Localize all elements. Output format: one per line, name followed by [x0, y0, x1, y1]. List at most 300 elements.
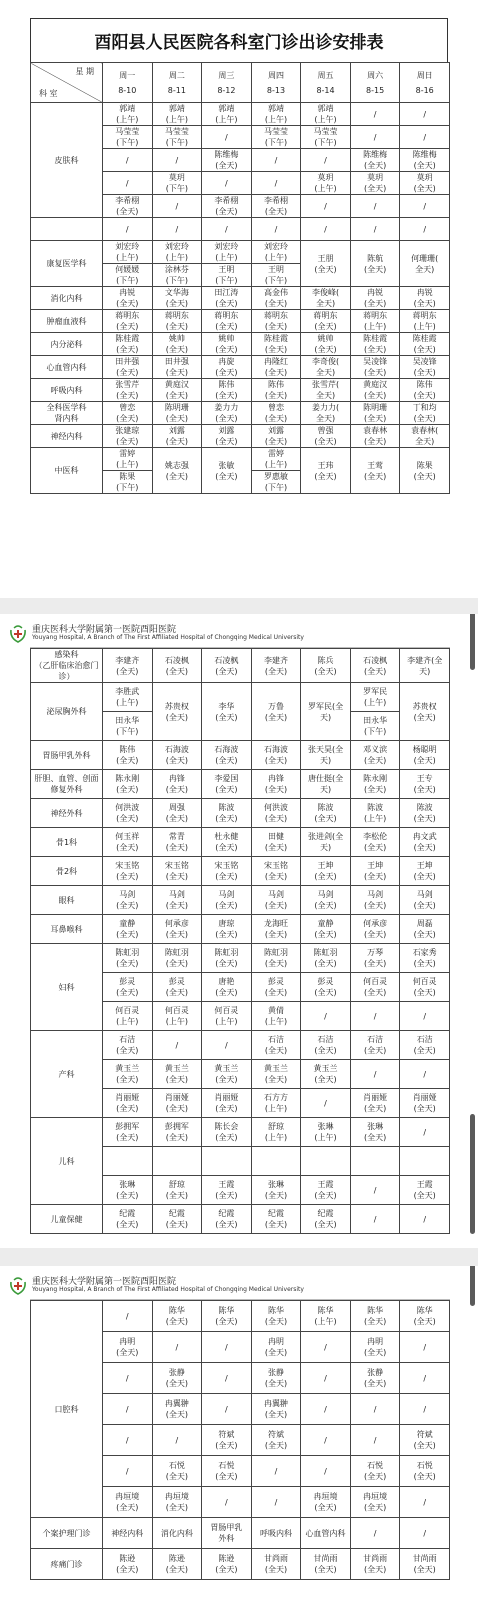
schedule-cell: 石凌枫 (全天): [152, 649, 202, 683]
schedule-cell: 姚帅 (全天): [301, 333, 351, 356]
day-name: 周二: [168, 70, 185, 80]
schedule-cell: 何珊珊( 全天): [400, 241, 450, 287]
schedule-cell: 石方方 (上午): [251, 1089, 301, 1118]
schedule-cell: 陈华 (全天): [251, 1301, 301, 1332]
table-row: [31, 741, 450, 770]
schedule-cell: 陈永刚 (全天): [103, 770, 153, 799]
schedule-cell: /: [152, 1031, 202, 1060]
table-row: [31, 799, 450, 828]
schedule-cell: 田井强 (全天): [103, 356, 153, 379]
schedule-cell: /: [350, 1002, 400, 1031]
day-header-3: [202, 63, 252, 103]
schedule-cell: 冉文武 (全天): [400, 828, 450, 857]
schedule-cell: 陈华 (全天): [202, 1301, 252, 1332]
schedule-cell: /: [103, 149, 153, 172]
day-date: 8-14: [316, 85, 335, 95]
schedule-cell: /: [202, 172, 252, 195]
schedule-cell: 陈伟 (全天): [251, 379, 301, 402]
department-cell: 胃肠甲乳外科: [31, 741, 103, 770]
schedule-cell: 何百灵 (上午): [202, 1002, 252, 1031]
department-cell: [31, 218, 103, 241]
schedule-cell: 蒋明东 (全天): [251, 310, 301, 333]
hospital-header: [0, 1272, 478, 1298]
schedule-cell: 马剑 (全天): [400, 886, 450, 915]
schedule-cell: 李胜武 (上午): [103, 683, 153, 712]
schedule-cell: /: [301, 1363, 351, 1394]
schedule-cell: 彭拥军 (全天): [103, 1118, 153, 1147]
table-row: [31, 218, 450, 241]
department-cell: 中医科: [31, 448, 103, 494]
schedule-cell: 冉翼翀 (全天): [251, 1394, 301, 1425]
table-row: [31, 287, 450, 310]
day-header-4: [251, 63, 301, 103]
schedule-cell: 冉翼翀 (全天): [152, 1394, 202, 1425]
hospital-logo-icon: [8, 1276, 28, 1296]
schedule-cell: 张琳 (全天): [350, 1118, 400, 1147]
schedule-cell: 陈波 (上午): [350, 799, 400, 828]
schedule-cell: 王霞 (全天): [202, 1176, 252, 1205]
department-cell: 产科: [31, 1031, 103, 1118]
hospital-name-en: Youyang Hospital, A Branch of The First Affiliated Hospital of Chongqing Medical University: [32, 1286, 304, 1293]
schedule-cell: 马剑 (全天): [350, 886, 400, 915]
schedule-cell: 张琳 (全天): [103, 1176, 153, 1205]
schedule-cell: /: [301, 1002, 351, 1031]
department-cell: 耳鼻喉科: [31, 915, 103, 944]
schedule-cell: 何承彦 (全天): [152, 915, 202, 944]
schedule-cell: 甘尚雨 (全天): [301, 1549, 351, 1580]
schedule-cell: /: [350, 1394, 400, 1425]
schedule-cell: 冉旋 (全天): [202, 356, 252, 379]
schedule-cell: 纪霞 (全天): [103, 1205, 153, 1234]
schedule-cell: /: [301, 1456, 351, 1487]
schedule-cell: 罗军民 (上午): [350, 683, 400, 712]
schedule-cell: 陈桂霞 (全天): [251, 333, 301, 356]
day-header-7: [400, 63, 450, 103]
schedule-cell: 郭靖 (上午): [202, 103, 252, 126]
day-date: 8-12: [217, 85, 236, 95]
schedule-cell: /: [202, 1332, 252, 1363]
schedule-cell: 符斌 (全天): [202, 1425, 252, 1456]
day-header-6: [350, 63, 400, 103]
page-3[interactable]: [0, 1266, 478, 1600]
schedule-cell: 雷婷 (上午): [103, 448, 153, 471]
schedule-cell: 黄玉兰 (全天): [152, 1060, 202, 1089]
schedule-cell: 文华海 (全天): [152, 287, 202, 310]
schedule-cell: 黄庭汉 (全天): [350, 379, 400, 402]
schedule-cell: 冉锐 (全天): [400, 287, 450, 310]
schedule-cell: 马剑 (全天): [103, 886, 153, 915]
corner-cell: [31, 63, 103, 103]
schedule-cell: 石洁 (全天): [301, 1031, 351, 1060]
schedule-cell: 田井强 (全天): [152, 356, 202, 379]
schedule-cell: 陈虹羽 (全天): [251, 944, 301, 973]
schedule-cell: 肖丽娅 (全天): [350, 1089, 400, 1118]
schedule-cell: 童静 (全天): [103, 915, 153, 944]
schedule-cell: 何媛媛 (下午): [103, 264, 153, 287]
day-name: 周三: [218, 70, 235, 80]
table-row: [31, 1549, 450, 1580]
schedule-cell: 蒋明东 (全天): [301, 310, 351, 333]
schedule-cell: /: [400, 1518, 450, 1549]
table-row: [31, 1301, 450, 1332]
schedule-cell: 马剑 (全天): [251, 886, 301, 915]
schedule-cell: [350, 1147, 400, 1176]
day-date: 8-15: [366, 85, 385, 95]
table-row: [31, 356, 450, 379]
schedule-cell: 龙海旺 (全天): [251, 915, 301, 944]
schedule-cell: 石洁 (全天): [103, 1031, 153, 1060]
schedule-cell: 曾恋 (全天): [251, 402, 301, 425]
schedule-cell: 陈明珊 (全天): [152, 402, 202, 425]
schedule-cell: /: [301, 195, 351, 218]
schedule-cell: 陈伟 (全天): [400, 379, 450, 402]
schedule-cell: 姚帅 (全天): [202, 333, 252, 356]
schedule-cell: 陈波 (全天): [202, 799, 252, 828]
schedule-cell: 张雪芹( 全天): [301, 379, 351, 402]
schedule-cell: 冉明 (全天): [103, 1332, 153, 1363]
schedule-cell: [301, 1147, 351, 1176]
hospital-name-cn: 重庆医科大学附属第一医院酉阳医院: [32, 1277, 177, 1287]
schedule-cell: 陈波 (全天): [400, 799, 450, 828]
department-cell: 肝胆、血管、创面 修复外科: [31, 770, 103, 799]
table-row: [31, 828, 450, 857]
schedule-cell: [202, 1147, 252, 1176]
hospital-name-cn: 重庆医科大学附属第一医院酉阳医院: [32, 625, 177, 635]
schedule-cell: 陈航 (全天): [350, 241, 400, 287]
schedule-cell: 石洁 (全天): [400, 1031, 450, 1060]
schedule-cell: 冉锐 (全天): [103, 287, 153, 310]
schedule-cell: /: [350, 195, 400, 218]
table-row: [31, 886, 450, 915]
schedule-cell: 陈逊 (全天): [103, 1549, 153, 1580]
schedule-cell: 符斌 (全天): [251, 1425, 301, 1456]
hospital-name-en: Youyang Hospital, A Branch of The First Affiliated Hospital of Chongqing Medical University: [32, 634, 304, 641]
schedule-cell: 高金伟 (全天): [251, 287, 301, 310]
schedule-cell: /: [152, 1332, 202, 1363]
schedule-cell: /: [103, 172, 153, 195]
schedule-cell: 黄庭汉 (全天): [152, 379, 202, 402]
schedule-cell: 彭灵 (全天): [103, 973, 153, 1002]
schedule-cell: 肖丽娅 (全天): [400, 1089, 450, 1118]
document-title: 酉阳县人民医院各科室门诊出诊安排表: [30, 18, 448, 62]
department-cell: 全科医学科 肾内科: [31, 402, 103, 425]
schedule-cell: 姚帅 (全天): [152, 333, 202, 356]
schedule-cell: /: [400, 1205, 450, 1234]
table-row: [31, 1518, 450, 1549]
scrollbar[interactable]: [470, 1114, 475, 1234]
table-row: [31, 379, 450, 402]
page-1[interactable]: [0, 0, 478, 598]
department-cell: 儿科: [31, 1118, 103, 1205]
schedule-cell: 刘露 (全天): [202, 425, 252, 448]
schedule-cell: 黄倩 (上午): [251, 1002, 301, 1031]
department-cell: 骨1科: [31, 828, 103, 857]
schedule-cell: 田健 (全天): [251, 828, 301, 857]
schedule-cell: 纪霞 (全天): [202, 1205, 252, 1234]
schedule-cell: 曾恋 (全天): [103, 402, 153, 425]
table-row: [31, 649, 450, 683]
schedule-cell: 万鲁 (全天): [251, 683, 301, 741]
day-name: 周五: [317, 70, 334, 80]
schedule-cell: 冉明 (全天): [350, 1332, 400, 1363]
schedule-cell: 陈兵 (全天): [301, 649, 351, 683]
schedule-cell: 陈华 (上午): [301, 1301, 351, 1332]
schedule-cell: /: [152, 1425, 202, 1456]
schedule-cell: 刘宏玲 (上午): [202, 241, 252, 264]
department-cell: 呼吸内科: [31, 379, 103, 402]
schedule-cell: /: [103, 1363, 153, 1394]
schedule-table-1: [30, 62, 450, 494]
schedule-cell: /: [350, 1425, 400, 1456]
schedule-cell: 神经内科: [103, 1518, 153, 1549]
schedule-cell: /: [301, 1332, 351, 1363]
schedule-cell: 王坤 (全天): [301, 857, 351, 886]
table-row: [31, 425, 450, 448]
schedule-cell: 唐仕挺(全 天): [301, 770, 351, 799]
schedule-cell: 蒋明东 (全天): [202, 310, 252, 333]
department-cell: 口腔科: [31, 1301, 103, 1518]
page-2[interactable]: [0, 614, 478, 1248]
schedule-cell: /: [400, 195, 450, 218]
day-name: 周四: [267, 70, 284, 80]
schedule-cell: 石海波 (全天): [251, 741, 301, 770]
scrollbar[interactable]: [470, 614, 475, 670]
schedule-cell: 彭拥军 (全天): [152, 1118, 202, 1147]
department-cell: 骨2科: [31, 857, 103, 886]
schedule-cell: 王明 (下午): [251, 264, 301, 287]
schedule-cell: 罗军民(全 天): [301, 683, 351, 741]
schedule-cell: 马莹莹 (下午): [103, 126, 153, 149]
schedule-cell: 邓义滨 (全天): [350, 741, 400, 770]
schedule-cell: /: [350, 1176, 400, 1205]
schedule-cell: 马莹莹 (下午): [152, 126, 202, 149]
schedule-cell: 宋玉铭 (全天): [103, 857, 153, 886]
schedule-cell: 唐琼 (全天): [202, 915, 252, 944]
schedule-cell: 张静 (全天): [350, 1363, 400, 1394]
schedule-cell: /: [152, 195, 202, 218]
schedule-cell: 郭靖 (上午): [152, 103, 202, 126]
schedule-cell: 丁和均 (全天): [400, 402, 450, 425]
schedule-cell: /: [202, 1031, 252, 1060]
schedule-cell: [152, 1147, 202, 1176]
schedule-cell: 冉明 (全天): [251, 1332, 301, 1363]
schedule-cell: /: [152, 218, 202, 241]
schedule-cell: /: [103, 1301, 153, 1332]
schedule-cell: /: [400, 103, 450, 126]
schedule-cell: 李爱国 (全天): [202, 770, 252, 799]
schedule-cell: 张琳 (上午): [301, 1118, 351, 1147]
department-cell: 心血管内科: [31, 356, 103, 379]
schedule-cell: 张雪芹 (全天): [103, 379, 153, 402]
schedule-cell: 王明 (下午): [202, 264, 252, 287]
schedule-cell: 马莹莹 (下午): [301, 126, 351, 149]
schedule-cell: 陈果 (下午): [103, 471, 153, 494]
table-row: [31, 857, 450, 886]
schedule-cell: 张静 (全天): [251, 1363, 301, 1394]
schedule-cell: 石悦 (全天): [152, 1456, 202, 1487]
department-cell: 个案护理门诊: [31, 1518, 103, 1549]
schedule-cell: 石悦 (全天): [400, 1456, 450, 1487]
schedule-cell: 陈伟 (全天): [103, 741, 153, 770]
schedule-cell: 陈果 (全天): [400, 448, 450, 494]
department-cell: 内分泌科: [31, 333, 103, 356]
schedule-cell: 刘露 (全天): [152, 425, 202, 448]
schedule-cell: 袁春林 (全天): [350, 425, 400, 448]
schedule-cell: 周磊 (全天): [400, 915, 450, 944]
schedule-cell: 石洁 (全天): [350, 1031, 400, 1060]
schedule-cell: 王坤 (全天): [350, 857, 400, 886]
schedule-cell: 李松伦 (全天): [350, 828, 400, 857]
schedule-cell: /: [350, 1205, 400, 1234]
schedule-cell: /: [202, 1363, 252, 1394]
schedule-cell: 陈伟 (全天): [202, 379, 252, 402]
schedule-cell: 马莹莹 (下午): [251, 126, 301, 149]
schedule-cell: 石海波 (全天): [152, 741, 202, 770]
schedule-cell: 石凌枫 (全天): [350, 649, 400, 683]
schedule-cell: 何玉祥 (全天): [103, 828, 153, 857]
schedule-cell: 符斌 (全天): [400, 1425, 450, 1456]
schedule-cell: 冉隆红 (全天): [251, 356, 301, 379]
schedule-table-3: [30, 1300, 450, 1580]
schedule-cell: 冉锐 (全天): [350, 287, 400, 310]
hospital-logo-icon: [8, 624, 28, 644]
department-cell: 儿童保健: [31, 1205, 103, 1234]
schedule-cell: 何百灵 (上午): [152, 1002, 202, 1031]
day-date: 8-10: [118, 85, 137, 95]
table-row: [31, 402, 450, 425]
schedule-cell: 雷婷 (上午): [251, 448, 301, 471]
dept-label: 科 室: [39, 89, 58, 98]
schedule-cell: 甘尚雨 (全天): [251, 1549, 301, 1580]
schedule-cell: 消化内科: [152, 1518, 202, 1549]
schedule-cell: 陈华 (全天): [152, 1301, 202, 1332]
schedule-cell: 冉锋 (全天): [251, 770, 301, 799]
schedule-cell: 何百灵 (上午): [103, 1002, 153, 1031]
schedule-cell: 肖丽娅 (全天): [103, 1089, 153, 1118]
schedule-cell: 曾强 (全天): [301, 425, 351, 448]
schedule-cell: /: [202, 1394, 252, 1425]
schedule-cell: 李奇俊( 全天): [301, 356, 351, 379]
schedule-cell: 何百灵 (全天): [400, 973, 450, 1002]
schedule-cell: 罗惠敏 (下午): [251, 471, 301, 494]
schedule-cell: 石凌枫 (全天): [202, 649, 252, 683]
schedule-cell: 宋玉铭 (全天): [152, 857, 202, 886]
schedule-cell: 吴凌锋 (全天): [350, 356, 400, 379]
schedule-cell: 张建琼 (全天): [103, 425, 153, 448]
schedule-cell: /: [103, 218, 153, 241]
table-row: [31, 944, 450, 973]
schedule-cell: 陈虹羽 (全天): [152, 944, 202, 973]
scrollbar[interactable]: [470, 1266, 475, 1306]
schedule-cell: 莫玥 (下午): [152, 172, 202, 195]
schedule-cell: 姜力力 (全天): [202, 402, 252, 425]
schedule-cell: 陈维梅 (全天): [400, 149, 450, 172]
schedule-cell: 心血管内科: [301, 1518, 351, 1549]
schedule-cell: /: [400, 1332, 450, 1363]
schedule-cell: 陈虹羽 (全天): [103, 944, 153, 973]
schedule-cell: 李俊峰( 全天): [301, 287, 351, 310]
schedule-cell: 石悦 (全天): [350, 1456, 400, 1487]
schedule-cell: [251, 1147, 301, 1176]
schedule-cell: 胃肠甲乳 外科: [202, 1518, 252, 1549]
schedule-cell: /: [350, 218, 400, 241]
table-row: [31, 1205, 450, 1234]
schedule-cell: 黄玉兰 (全天): [202, 1060, 252, 1089]
schedule-cell: 何洪波 (全天): [103, 799, 153, 828]
schedule-cell: 张敏 (全天): [202, 448, 252, 494]
schedule-cell: 石悦 (全天): [202, 1456, 252, 1487]
department-cell: 眼科: [31, 886, 103, 915]
schedule-cell: 张琳 (全天): [251, 1176, 301, 1205]
schedule-cell: 石海波 (全天): [202, 741, 252, 770]
schedule-cell: 马剑 (全天): [202, 886, 252, 915]
schedule-cell: 冉垣境 (全天): [301, 1487, 351, 1518]
schedule-cell: /: [400, 1060, 450, 1089]
schedule-cell: 陈维梅 (全天): [350, 149, 400, 172]
day-name: 周六: [367, 70, 384, 80]
schedule-cell: 马剑 (全天): [301, 886, 351, 915]
table-row: [31, 683, 450, 712]
schedule-table-2: [30, 648, 450, 1234]
schedule-cell: /: [400, 126, 450, 149]
table-row: [31, 241, 450, 264]
schedule-cell: 袁春林( 全天): [400, 425, 450, 448]
department-cell: 神经内科: [31, 425, 103, 448]
schedule-cell: /: [301, 1089, 351, 1118]
table-row: [31, 310, 450, 333]
day-date: 8-16: [415, 85, 434, 95]
schedule-cell: 唐艳 (全天): [202, 973, 252, 1002]
schedule-cell: 王专 (全天): [400, 770, 450, 799]
schedule-cell: 陈永刚 (全天): [350, 770, 400, 799]
schedule-cell: 常青 (全天): [152, 828, 202, 857]
schedule-cell: /: [400, 1394, 450, 1425]
schedule-cell: 王霞 (全天): [400, 1176, 450, 1205]
schedule-cell: /: [350, 1518, 400, 1549]
schedule-cell: 莫玥 (全天): [400, 172, 450, 195]
schedule-cell: 郭靖 (上午): [251, 103, 301, 126]
schedule-cell: 陈华 (全天): [350, 1301, 400, 1332]
table-row: [31, 448, 450, 471]
schedule-cell: 冉垣境 (全天): [103, 1487, 153, 1518]
table-row: [31, 1031, 450, 1060]
schedule-cell: 王莺 (全天): [350, 448, 400, 494]
schedule-cell: 李华 (全天): [202, 683, 252, 741]
schedule-cell: /: [350, 1060, 400, 1089]
schedule-cell: 田江涛 (全天): [202, 287, 252, 310]
schedule-cell: /: [301, 1394, 351, 1425]
schedule-cell: 舒琼 (全天): [152, 1176, 202, 1205]
schedule-cell: /: [400, 1002, 450, 1031]
department-cell: 疼痛门诊: [31, 1549, 103, 1580]
schedule-cell: 郭靖 (上午): [301, 103, 351, 126]
schedule-cell: 李建齐 (全天): [251, 649, 301, 683]
schedule-cell: /: [251, 1456, 301, 1487]
schedule-cell: /: [400, 218, 450, 241]
schedule-cell: 莫玥 (上午): [301, 172, 351, 195]
schedule-cell: /: [103, 1425, 153, 1456]
day-header-1: [103, 63, 153, 103]
day-header-2: [152, 63, 202, 103]
schedule-cell: 蒋明东 (上午): [350, 310, 400, 333]
schedule-cell: /: [202, 126, 252, 149]
schedule-cell: 姜力力( 全天): [301, 402, 351, 425]
schedule-cell: 甘尚雨 (全天): [400, 1549, 450, 1580]
schedule-cell: /: [251, 149, 301, 172]
schedule-cell: /: [103, 1456, 153, 1487]
week-label: 星 期: [75, 67, 94, 76]
schedule-cell: 涂林芬 (下午): [152, 264, 202, 287]
